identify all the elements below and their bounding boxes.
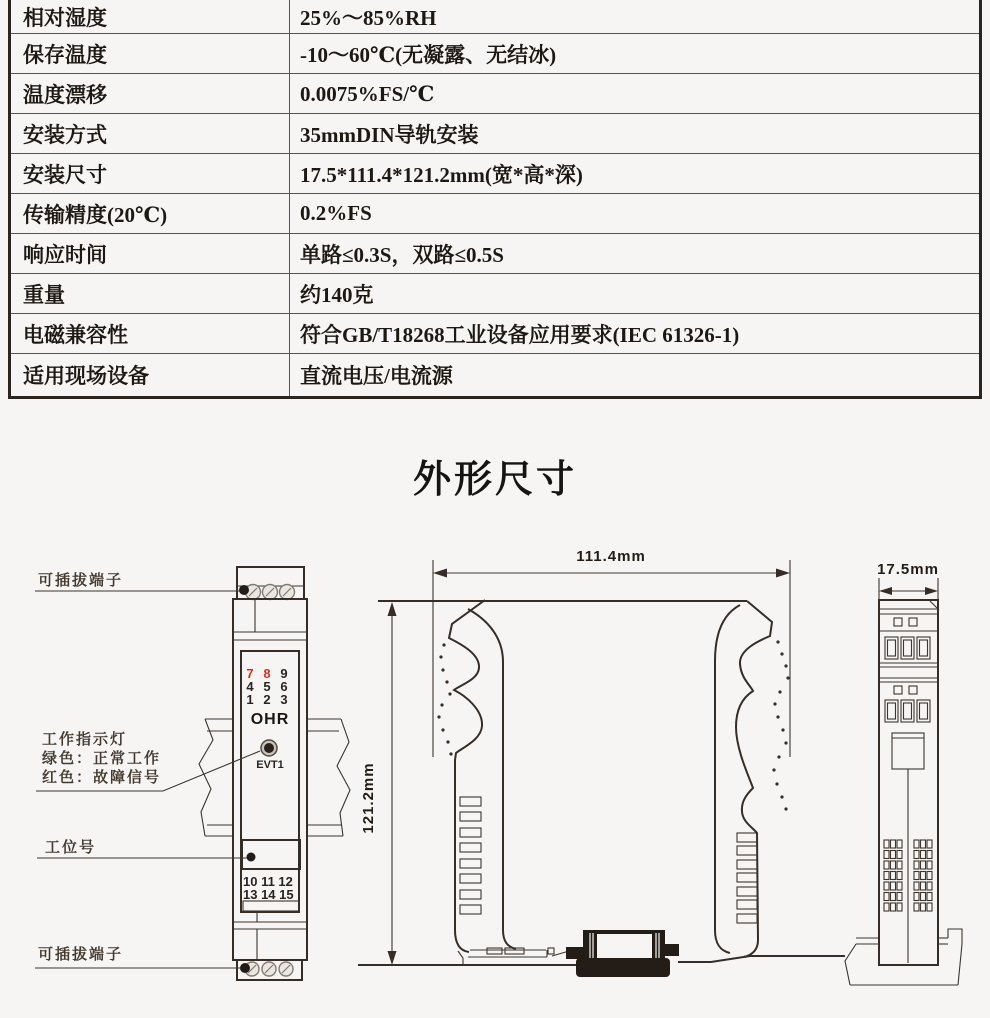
terminal-slots (885, 637, 930, 659)
table-row (11, 73, 979, 113)
spec-label: 传输精度(20℃) (23, 202, 168, 227)
terminal-slots (885, 700, 930, 722)
terminal-number: 8 (263, 666, 271, 681)
vent-slots (460, 797, 481, 914)
model-label: EVT1 (256, 759, 284, 771)
callout-indicator-title: 工作指示灯 (42, 731, 128, 748)
callout-anchor-dot (240, 963, 250, 973)
screw-icon (279, 962, 293, 976)
spec-value: 符合GB/T18268工业设备应用要求(IEC 61326-1) (289, 314, 979, 353)
din-rail-clip (566, 930, 679, 977)
spec-value: 约140克 (289, 274, 979, 313)
callout-bottom-terminal: 可插拔端子 (38, 946, 124, 963)
spec-value: 0.2%FS (289, 194, 979, 233)
spec-label: 安装方式 (23, 122, 107, 147)
table-row (11, 193, 979, 233)
spec-label: 响应时间 (23, 242, 107, 267)
spec-table (8, 0, 982, 399)
callout-top-terminal: 可插拔端子 (38, 572, 124, 589)
spec-label: 保存温度 (23, 42, 107, 67)
spec-label: 温度漂移 (23, 82, 107, 107)
callout-indicator-green: 绿色：正常工作 (42, 750, 162, 767)
dim-width-label: 111.4mm (576, 548, 646, 565)
table-row (11, 353, 979, 396)
terminal-number: 1 (246, 692, 254, 707)
table-row (11, 113, 979, 153)
spec-label: 适用现场设备 (23, 364, 149, 388)
terminal-number: 3 (280, 692, 288, 707)
spec-value: -10～60℃(无凝露、无结冰) (289, 34, 979, 73)
table-row (11, 0, 979, 33)
callout-anchor-dot (247, 853, 256, 862)
spec-label: 重量 (23, 282, 65, 307)
spec-label: 相对湿度 (23, 5, 107, 30)
terminal-number: 7 (246, 666, 254, 681)
table-row (11, 153, 979, 193)
terminal-number-row: 10 11 12 (243, 874, 293, 889)
terminal-number: 2 (263, 692, 271, 707)
table-row (11, 233, 979, 273)
spec-value: 17.5*111.4*121.2mm(宽*高*深) (289, 154, 979, 193)
dim-height-label: 121.2mm (360, 762, 377, 834)
vent-slots (737, 833, 757, 923)
brand-logo: OHR (250, 711, 290, 728)
screw-icon (262, 962, 276, 976)
status-led-icon (261, 740, 277, 756)
screw-icon (263, 585, 278, 600)
spec-value: 25%～85%RH (289, 0, 979, 33)
table-row (11, 273, 979, 313)
dotted-break-line (437, 643, 452, 755)
spec-label: 电磁兼容性 (23, 322, 128, 347)
terminal-number: 9 (280, 666, 288, 681)
side-view-drawing (358, 548, 845, 977)
dimension-drawings (0, 530, 990, 1018)
top-view-drawing (845, 561, 962, 985)
spec-value: 直流电压/电流源 (289, 354, 979, 396)
spec-value: 35mmDIN导轨安装 (289, 114, 979, 153)
spec-label: 安装尺寸 (23, 162, 107, 187)
terminal-number: 4 (246, 679, 254, 694)
spec-value: 0.0075%FS/℃ (289, 74, 979, 113)
terminal-number-row: 13 14 15 (243, 887, 294, 902)
section-title: 外形尺寸 (412, 459, 577, 501)
table-row (11, 33, 979, 73)
spec-value: 单路≤0.3S，双路≤0.5S (289, 234, 979, 273)
screw-icon (280, 585, 295, 600)
callout-indicator-red: 红色：故障信号 (42, 769, 162, 786)
module-body (233, 599, 307, 960)
dotted-break-line (772, 640, 789, 810)
dim-depth-label: 17.5mm (877, 561, 939, 578)
din-rail-section (845, 929, 962, 985)
terminal-number: 5 (263, 679, 271, 694)
front-view-drawing (35, 567, 350, 980)
table-row (11, 313, 979, 353)
callout-anchor-dot (239, 585, 249, 595)
callout-station-label: 工位号 (45, 839, 97, 856)
terminal-number: 6 (280, 679, 288, 694)
